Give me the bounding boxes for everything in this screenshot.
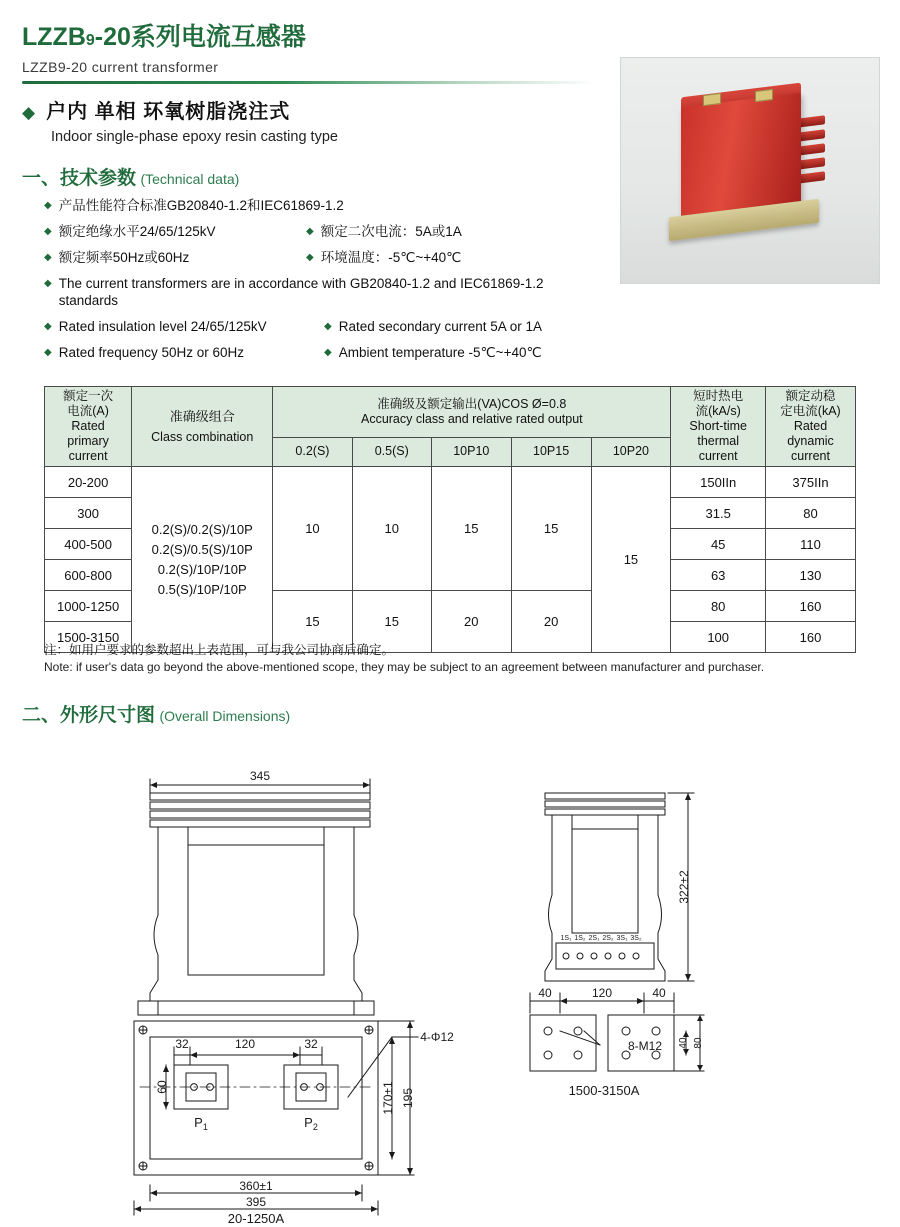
- cell-acc-10p15-top: 15: [511, 467, 591, 591]
- dim-40-right: 40: [652, 986, 666, 1000]
- bullet-icon: ◆: [44, 200, 52, 211]
- bullet-icon: ◆: [306, 252, 314, 263]
- document-header: [22, 22, 582, 84]
- lead-heading-cn: [22, 95, 582, 124]
- dimension-drawings: [0, 745, 900, 1225]
- spec-list: [44, 197, 604, 370]
- cell-primary-current: 20-200: [45, 467, 132, 498]
- spec-text: 额定绝缘水平24/65/125kV: [58, 224, 216, 239]
- title-subscript: 9: [85, 32, 95, 49]
- cell-rated-dynamic: 375IIn: [766, 467, 856, 498]
- header-class-combination: 准确级组合 Class combination: [132, 387, 273, 467]
- table-note: [44, 640, 864, 674]
- dim-40-left: 40: [538, 986, 552, 1000]
- cell-short-time-thermal: 80: [671, 591, 766, 622]
- spec-text: 产品性能符合标准GB20840-1.2和IEC61869-1.2: [58, 198, 344, 213]
- page-title: [22, 22, 582, 56]
- bullet-icon: ◆: [306, 226, 314, 237]
- product-photo: [620, 57, 880, 284]
- cell-class-combination: 0.2(S)/0.2(S)/10P 0.2(S)/0.5(S)/10P 0.2(S)/10P/10P 0.5(S)/10P/10P: [132, 467, 273, 653]
- dim-40-vert: 40: [678, 1037, 689, 1049]
- header-short-time-thermal: 短时热电 流(kA/s) Short-time thermal current: [671, 387, 766, 467]
- cell-acc-10p10-top: 15: [431, 467, 511, 591]
- spec-row: [44, 197, 604, 214]
- table-header: [45, 387, 856, 467]
- dim-360: 360±1: [239, 1179, 273, 1193]
- spec-text: 环境温度：-5℃~+40℃: [320, 250, 462, 265]
- header-acc-10p20: 10P20: [591, 437, 671, 466]
- section2-title-en: (Overall Dimensions): [159, 708, 291, 724]
- dim-345: 345: [249, 769, 271, 783]
- cell-rated-dynamic: 110: [766, 529, 856, 560]
- cell-primary-current: 1000-1250: [45, 591, 132, 622]
- cell-acc-02s-bottom: 15: [273, 591, 352, 653]
- cell-acc-05s-top: 10: [352, 467, 431, 591]
- table-header-row: [45, 387, 856, 438]
- header-primary-current: 额定一次 电流(A) Rated primary current: [45, 387, 132, 467]
- bullet-icon: ◆: [324, 347, 332, 358]
- cell-acc-10p20: 15: [591, 467, 671, 653]
- cell-primary-current: 400-500: [45, 529, 132, 560]
- dim-170: 170±1: [381, 1081, 395, 1115]
- dim-395: 395: [245, 1195, 267, 1209]
- lead-heading: [22, 95, 582, 145]
- table-body: [45, 467, 856, 653]
- terminal-label: 3S₁: [616, 935, 628, 942]
- cell-acc-05s-bottom: 15: [352, 591, 431, 653]
- left-caption: 20-1250A: [227, 1211, 285, 1225]
- header-accuracy-group: 准确级及额定输出(VA)COS Ø=0.8 Accuracy class and relative rated output: [273, 387, 671, 438]
- dim-120-right: 120: [591, 986, 613, 1000]
- terminal-label: 1S₂: [574, 935, 586, 942]
- cell-acc-10p15-bottom: 20: [511, 591, 591, 653]
- cell-short-time-thermal: 63: [671, 560, 766, 591]
- transformer-illustration: [663, 88, 833, 238]
- cell-short-time-thermal: 45: [671, 529, 766, 560]
- dim-80-vert: 80: [693, 1037, 704, 1049]
- spec-text: Ambient temperature -5℃~+40℃: [338, 345, 542, 360]
- title-divider: [22, 81, 597, 84]
- header-acc-02s: 0.2(S): [273, 437, 352, 466]
- spec-text: Rated frequency 50Hz or 60Hz: [58, 345, 245, 360]
- note-en: Note: if user's data go beyond the above-mentioned scope, they may be subject to an agreement between manufacturer and purchaser.: [44, 660, 765, 674]
- cell-rated-dynamic: 160: [766, 591, 856, 622]
- dim-195: 195: [401, 1087, 415, 1109]
- note-cn: 注：如用户要求的参数超出上表范围，可与我公司协商后确定。: [44, 643, 395, 657]
- spec-text: Rated insulation level 24/65/125kV: [58, 319, 267, 334]
- cell-acc-02s-top: 10: [273, 467, 352, 591]
- dim-32-left: 32: [175, 1037, 189, 1051]
- spec-text: 额定频率50Hz或60Hz: [58, 250, 190, 265]
- diamond-icon: ◆: [22, 103, 37, 122]
- dim-120: 120: [234, 1037, 256, 1051]
- section1-title-cn: 一、技术参数: [22, 168, 137, 189]
- dim-322: 322±2: [677, 870, 691, 904]
- dim-60: 60: [155, 1080, 169, 1094]
- lead-heading-en: Indoor single-phase epoxy resin casting type: [51, 129, 338, 145]
- spec-text: The current transformers are in accordance with GB20840-1.2 and IEC61869-1.2 standards: [58, 276, 544, 308]
- label-p1: $P_1$: [194, 1115, 208, 1132]
- cell-rated-dynamic: 160: [766, 622, 856, 653]
- table-row: [45, 467, 856, 498]
- section1-title-en: (Technical data): [140, 171, 240, 187]
- terminal-label: 2S₂: [602, 935, 614, 942]
- spec-row: [44, 344, 604, 361]
- section-technical-data: [22, 163, 239, 190]
- cell-primary-current: 300: [45, 498, 132, 529]
- spec-text: Rated secondary current 5A or 1A: [338, 319, 543, 334]
- bullet-icon: ◆: [44, 347, 52, 358]
- bullet-icon: ◆: [44, 321, 52, 332]
- specification-table: [44, 386, 856, 653]
- bullet-icon: ◆: [324, 321, 332, 332]
- section-overall-dimensions: [22, 700, 290, 727]
- dim-8-m12: 8-M12: [628, 1039, 663, 1053]
- cell-acc-10p10-bottom: 20: [431, 591, 511, 653]
- spec-row: [44, 275, 604, 309]
- spec-text: 额定二次电流：5A或1A: [320, 224, 462, 239]
- header-acc-10p10: 10P10: [431, 437, 511, 466]
- right-caption: 1500-3150A: [568, 1083, 640, 1098]
- bullet-icon: ◆: [44, 278, 52, 289]
- terminal-label: 2S₁: [588, 935, 600, 942]
- terminal-label: 1S₁: [560, 935, 572, 942]
- terminal-label: 3S₂: [630, 935, 642, 942]
- header-acc-10p15: 10P15: [511, 437, 591, 466]
- spec-row: [44, 249, 604, 266]
- dim-hole-4phi12: 4-Φ12: [420, 1030, 454, 1044]
- section2-title-cn: 二、外形尺寸图: [22, 705, 156, 726]
- cell-rated-dynamic: 130: [766, 560, 856, 591]
- label-p2: $P_2$: [304, 1115, 318, 1132]
- dim-32-right: 32: [304, 1037, 318, 1051]
- title-main: LZZB: [22, 23, 86, 51]
- cell-rated-dynamic: 80: [766, 498, 856, 529]
- cell-short-time-thermal: 100: [671, 622, 766, 653]
- title-rest: -20系列电流互感器: [94, 23, 306, 51]
- lead-text-cn: 户内 单相 环氧树脂浇注式: [46, 101, 291, 123]
- cell-short-time-thermal: 150IIn: [671, 467, 766, 498]
- header-rated-dynamic: 额定动稳 定电流(kA) Rated dynamic current: [766, 387, 856, 467]
- bullet-icon: ◆: [44, 252, 52, 263]
- spec-row: [44, 223, 604, 240]
- header-acc-05s: 0.5(S): [352, 437, 431, 466]
- spec-row: [44, 318, 604, 335]
- cell-short-time-thermal: 31.5: [671, 498, 766, 529]
- cell-primary-current: 600-800: [45, 560, 132, 591]
- cell-primary-current: 1500-3150: [45, 622, 132, 653]
- page-subtitle: LZZB9-20 current transformer: [22, 59, 219, 75]
- bullet-icon: ◆: [44, 226, 52, 237]
